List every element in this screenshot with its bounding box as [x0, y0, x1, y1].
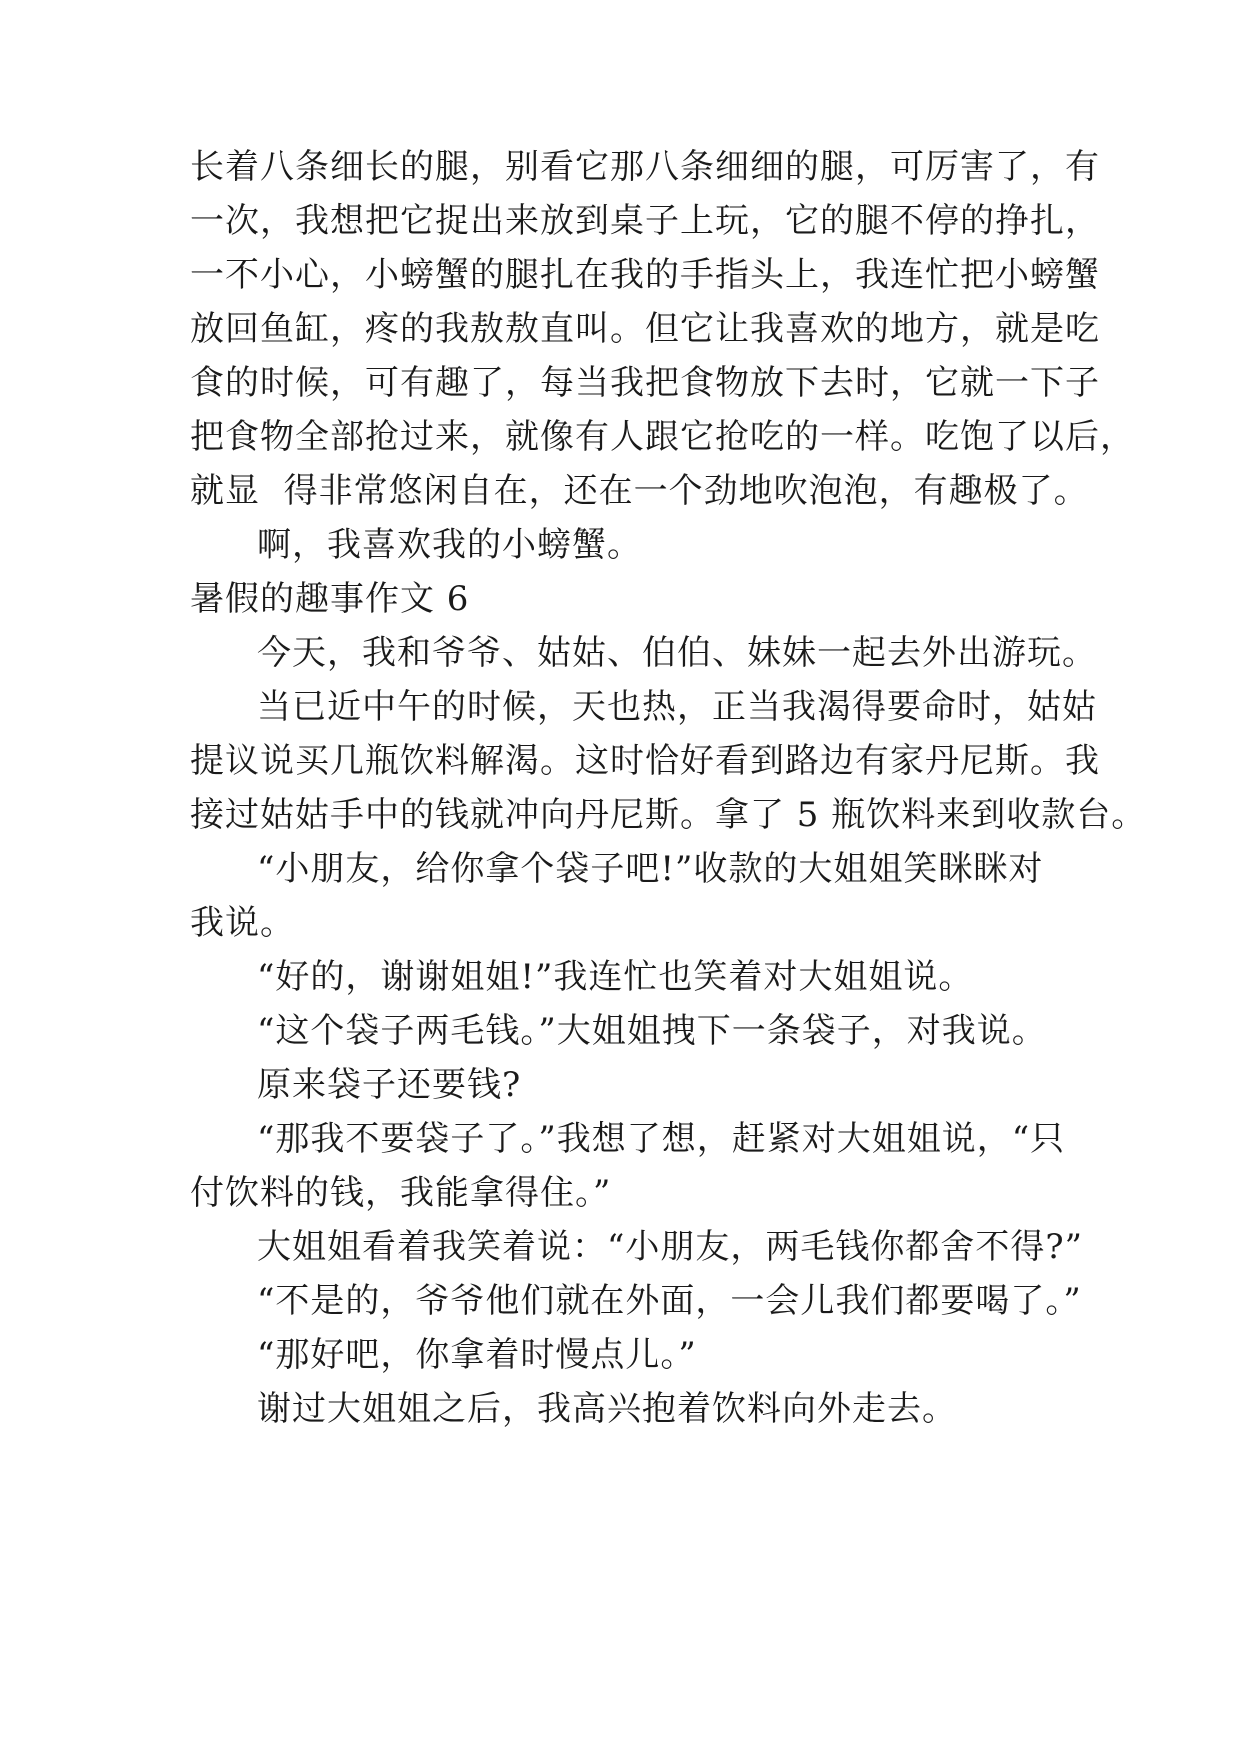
- text-line: 啊，我喜欢我的小螃蟹。: [257, 525, 642, 565]
- text-line: 谢过大姐姐之后，我高兴抱着饮料向外走去。: [257, 1389, 957, 1429]
- text-line: “小朋友，给你拿个袋子吧!”收款的大姐姐笑眯眯对: [257, 849, 1044, 889]
- text-line: 食的时候，可有趣了，每当我把食物放下去时，它就一下子: [190, 363, 1100, 403]
- text-line: 今天，我和爷爷、姑姑、伯伯、妹妹一起去外出游玩。: [257, 633, 1097, 673]
- text-line: 一不小心，小螃蟹的腿扎在我的手指头上，我连忙把小螃蟹: [190, 255, 1100, 295]
- text-line: 一次，我想把它捉出来放到桌子上玩，它的腿不停的挣扎，: [190, 201, 1100, 241]
- text-line: 接过姑姑手中的钱就冲向丹尼斯。拿了 5 瓶饮料来到收款台。: [190, 795, 1147, 835]
- text-line: “那好吧，你拿着时慢点儿。”: [257, 1335, 697, 1375]
- text-line: “不是的，爷爷他们就在外面，一会儿我们都要喝了。”: [257, 1281, 1082, 1321]
- text-line: 就显 得非常悠闲自在，还在一个劲地吹泡泡，有趣极了。: [190, 471, 1089, 511]
- text-line: “那我不要袋子了。”我想了想，赶紧对大姐姐说，“只: [257, 1119, 1066, 1159]
- text-line: 长着八条细长的腿，别看它那八条细细的腿，可厉害了，有: [190, 147, 1100, 187]
- text-line: 提议说买几瓶饮料解渴。这时恰好看到路边有家丹尼斯。我: [190, 741, 1100, 781]
- text-line: 原来袋子还要钱?: [257, 1065, 522, 1105]
- text-line: 把食物全部抢过来，就像有人跟它抢吃的一样。吃饱了以后，: [190, 417, 1135, 457]
- text-line: “好的，谢谢姐姐!”我连忙也笑着对大姐姐说。: [257, 957, 974, 997]
- text-line: 大姐姐看着我笑着说：“小朋友，两毛钱你都舍不得?”: [257, 1227, 1083, 1267]
- text-line: 我说。: [190, 903, 295, 943]
- text-line: “这个袋子两毛钱。”大姐姐拽下一条袋子，对我说。: [257, 1011, 1047, 1051]
- section-heading: 暑假的趣事作文 6: [190, 579, 470, 619]
- text-line: 付饮料的钱，我能拿得住。”: [190, 1173, 612, 1213]
- text-line: 放回鱼缸，疼的我敖敖直叫。但它让我喜欢的地方，就是吃: [190, 309, 1100, 349]
- text-line: 当已近中午的时候，天也热，正当我渴得要命时，姑姑: [257, 687, 1097, 727]
